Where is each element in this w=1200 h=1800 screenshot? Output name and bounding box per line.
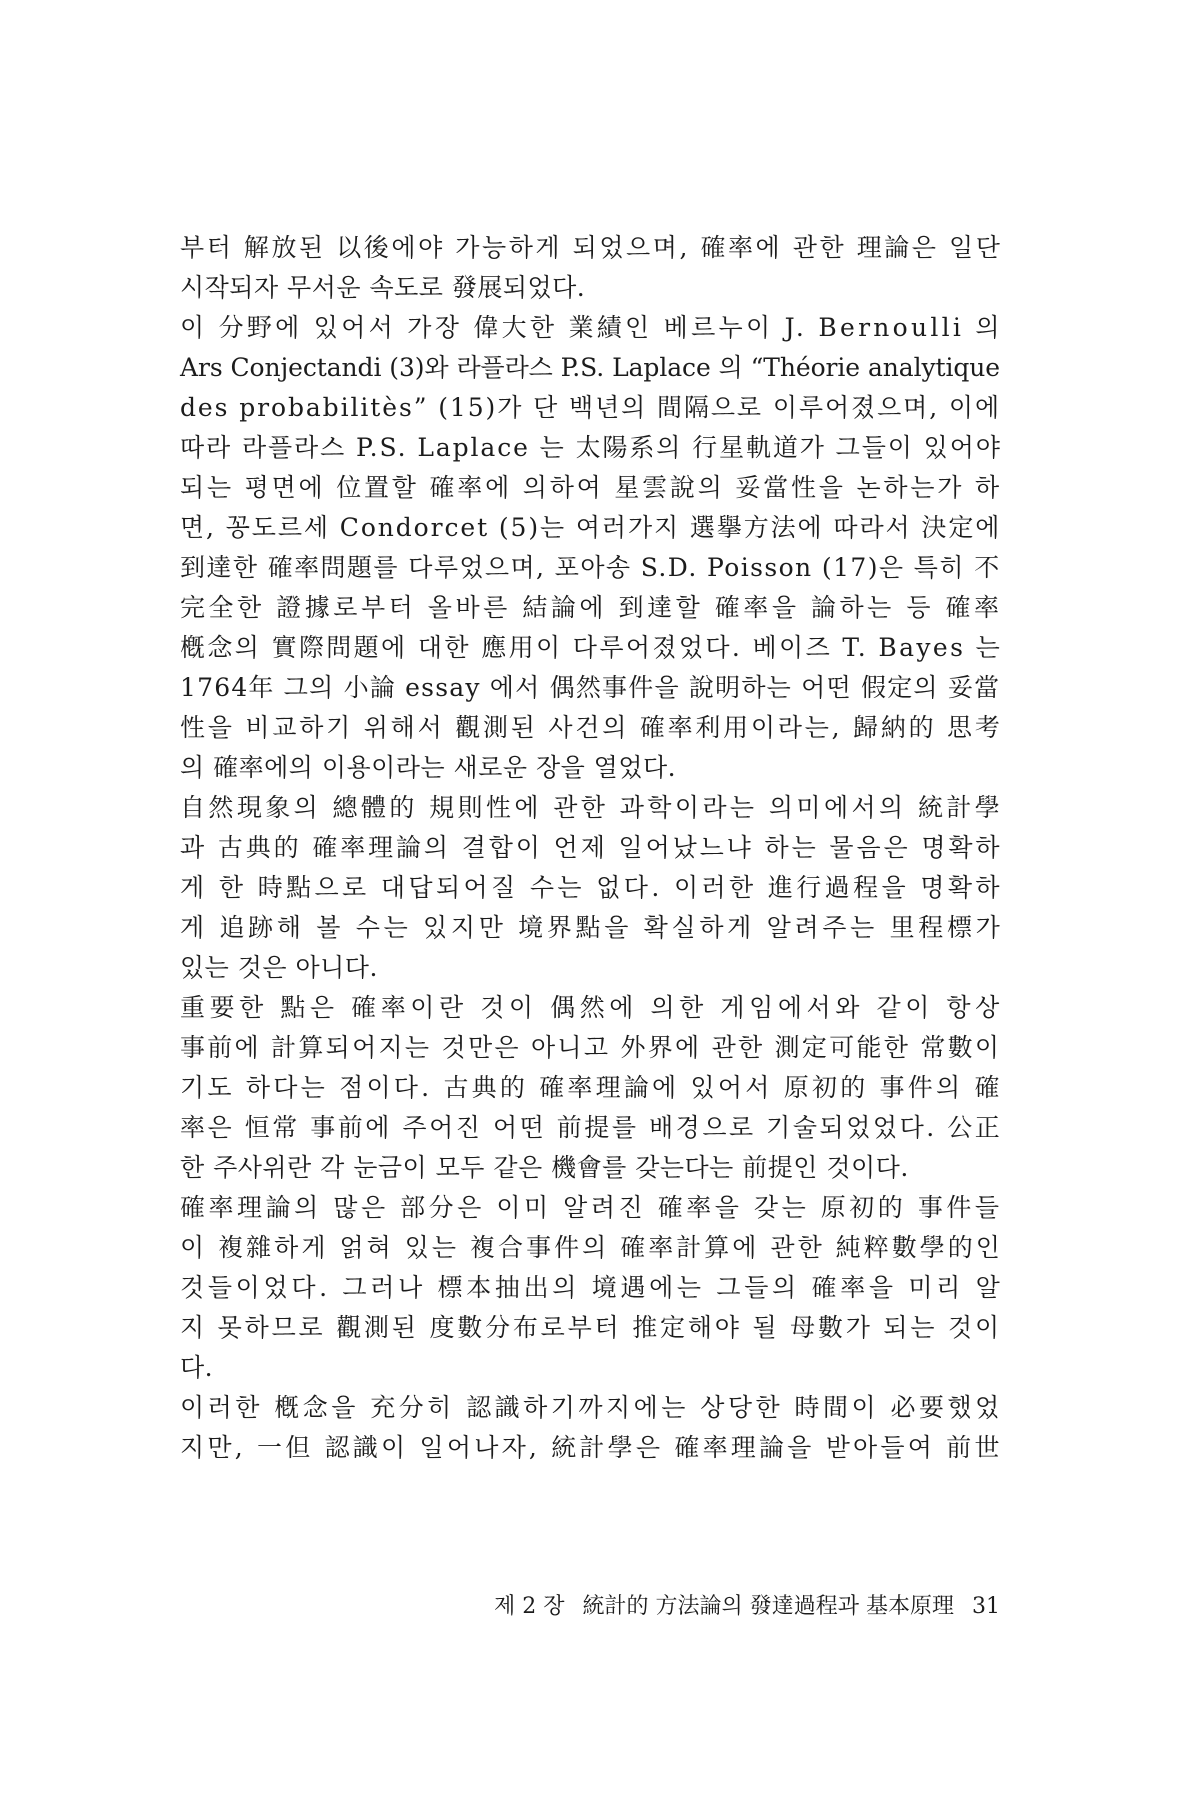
paragraph-4 <box>180 988 1004 1188</box>
text-line: 의 確率에의 이용이라는 새로운 장을 열었다. <box>180 753 677 782</box>
text-line: 이러한 槪念을 充分히 認識하기까지에는 상당한 時間이 必要했었 <box>180 1393 1003 1422</box>
text-line: 性을 비교하기 위해서 觀測된 사건의 確率利用이라는, 歸納的 思考 <box>180 713 1003 742</box>
paragraph-6 <box>180 1388 1003 1468</box>
paragraph-2 <box>180 308 1003 788</box>
text-line: 과 古典的 確率理論의 결합이 언제 일어났느냐 하는 물음은 명확하 <box>180 833 1003 862</box>
chapter-title: 統計的 方法論의 發達過程과 基本原理 <box>582 1594 954 1619</box>
text-line: 1764年 그의 小論 essay 에서 偶然事件을 說明하는 어떤 假定의 妥當 <box>180 673 1001 702</box>
text-line: 到達한 確率問題를 다루었으며, 포아송 S.D. Poisson (17)은 특히 不 <box>180 553 1001 582</box>
text-line: 부터 解放된 以後에야 가능하게 되었으며, 確率에 관한 理論은 일단 <box>180 233 1003 262</box>
text-line: 것들이었다. 그러나 標本抽出의 境遇에는 그들의 確率을 미리 알 <box>180 1273 1004 1302</box>
paragraph-1 <box>180 228 1003 308</box>
text-line: 다. <box>180 1353 214 1382</box>
text-line: 率은 恒常 事前에 주어진 어떤 前提를 배경으로 기술되었었다. 公正 <box>180 1113 1003 1142</box>
text-line: 完全한 證據로부터 올바른 結論에 到達할 確率을 論하는 등 確率 <box>180 593 1003 622</box>
text-line: 事前에 計算되어지는 것만은 아니고 外界에 관한 測定可能한 常數이 <box>180 1033 1002 1062</box>
text-line: 되는 평면에 位置할 確率에 의하여 星雲說의 妥當性을 논하는가 하 <box>180 473 1002 502</box>
text-line: 게 追跡해 볼 수는 있지만 境界點을 확실하게 알려주는 里程標가 <box>180 913 1004 942</box>
text-line: 이 複雜하게 얽혀 있는 複合事件의 確率計算에 관한 純粹數學的인 <box>180 1233 1003 1262</box>
body-text <box>180 228 1004 1468</box>
text-line: 면, 꽁도르세 Condorcet (5)는 여러가지 選擧方法에 따라서 決定에 <box>180 513 1002 542</box>
paragraph-3 <box>180 788 1004 988</box>
chapter-label: 제 2 장 <box>494 1594 565 1619</box>
text-line: 있는 것은 아니다. <box>180 953 378 982</box>
text-line: 自然現象의 總體的 規則性에 관한 과학이라는 의미에서의 統計學 <box>180 793 1004 822</box>
text-line: des probabilitès” (15)가 단 백년의 間隔으로 이루어졌으며, 이에 <box>180 393 1002 422</box>
text-line: 한 주사위란 각 눈금이 모두 같은 機會를 갖는다는 前提인 것이다. <box>180 1153 909 1182</box>
text-line: 게 한 時點으로 대답되어질 수는 없다. 이러한 進行過程을 명확하 <box>180 873 1003 902</box>
text-line: 確率理論의 많은 部分은 이미 알려진 確率을 갖는 原初的 事件들 <box>180 1193 1003 1222</box>
running-footer <box>440 1592 1000 1622</box>
text-line: 重要한 點은 確率이란 것이 偶然에 의한 게임에서와 같이 항상 <box>180 993 1004 1022</box>
text-line: 이 分野에 있어서 가장 偉大한 業績인 베르누이 J. Bernoulli 의 <box>180 313 1003 342</box>
text-line: Ars Conjectandi (3)와 라플라스 P.S. Laplace 의 “Théorie analytique <box>180 353 1000 382</box>
text-line: 따라 라플라스 P.S. Laplace 는 太陽系의 行星軌道가 그들이 있어야 <box>180 433 1002 462</box>
text-line: 槪念의 實際問題에 대한 應用이 다루어졌었다. 베이즈 T. Bayes 는 <box>180 633 1003 662</box>
text-line: 기도 하다는 점이다. 古典的 確率理論에 있어서 原初的 事件의 確 <box>180 1073 1003 1102</box>
text-line: 지만, 一但 認識이 일어나자, 統計學은 確率理論을 받아들여 前世 <box>180 1433 1003 1462</box>
paragraph-5 <box>180 1188 1004 1388</box>
text-line: 시작되자 무서운 속도로 發展되었다. <box>180 273 586 302</box>
page-number: 31 <box>972 1594 1000 1619</box>
text-line: 지 못하므로 觀測된 度數分布로부터 推定해야 될 母數가 되는 것이 <box>180 1313 1002 1342</box>
